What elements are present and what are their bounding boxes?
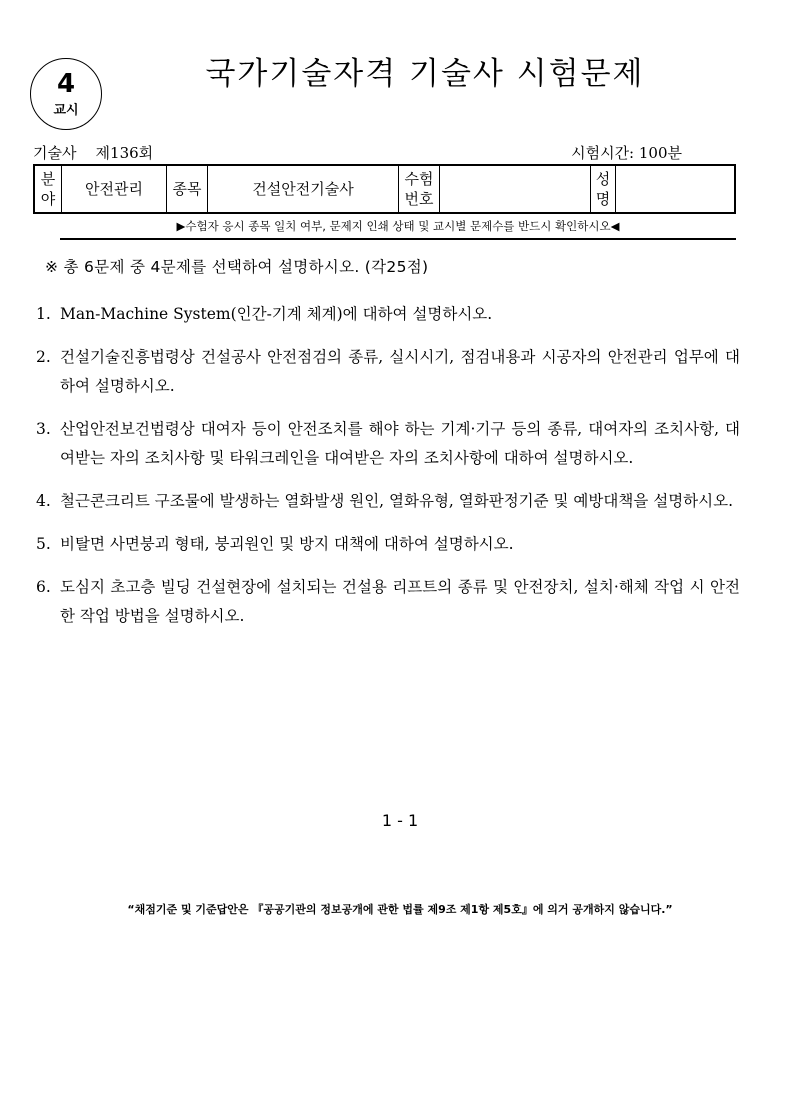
notice-band [60, 216, 736, 240]
question-number: 5. [36, 535, 51, 553]
exam-round: 기술사 제136회 [33, 144, 154, 162]
exam-number-field[interactable] [440, 165, 591, 213]
session-label: 교시 [53, 103, 79, 118]
question-number: 6. [36, 578, 51, 596]
exam-number-label-cell [399, 165, 440, 213]
question-item [36, 343, 740, 401]
name-field[interactable] [616, 165, 736, 213]
question-item [36, 415, 740, 473]
field-label-line-1: 분 [40, 170, 56, 188]
exam-number-label-line-2: 번호 [404, 190, 434, 208]
instruction: ※ 총 6문제 중 4문제를 선택하여 설명하시오. (각25점) [45, 258, 429, 276]
question-list [36, 300, 740, 645]
field-label-line-2: 야 [40, 190, 56, 208]
field-label-cell [34, 165, 62, 213]
question-number: 3. [36, 420, 51, 438]
question-item [36, 530, 740, 559]
check-notice: ▶수험자 응시 종목 일치 여부, 문제지 인쇄 상태 및 교시별 문제수를 반드시 확인하시오◀ [176, 219, 620, 233]
category-value: 건설안전기술사 [208, 165, 399, 213]
exam-info-table [33, 164, 736, 214]
question-item [36, 300, 740, 329]
category-label: 종목 [167, 165, 208, 213]
question-item [36, 573, 740, 631]
exam-number-label-line-1: 수험 [404, 170, 434, 188]
disclosure-footer: “채점기준 및 기준답안은 『공공기관의 정보공개에 관한 법률 제9조 제1항 제5호』에 의거 공개하지 않습니다.” [127, 903, 673, 916]
name-label-line-2: 명 [595, 190, 611, 208]
session-badge [30, 58, 102, 130]
field-value: 안전관리 [62, 165, 167, 213]
page-number: 1 - 1 [381, 811, 419, 830]
page-title: 국가기술자격 기술사 시험문제 [205, 56, 645, 92]
session-number: 4 [56, 69, 76, 99]
question-text: 건설기술진흥법령상 건설공사 안전점검의 종류, 실시시기, 점검내용과 시공자의 안전관리 업무에 대하여 설명하시오. [60, 348, 740, 395]
question-number: 1. [36, 305, 51, 323]
question-text: Man-Machine System(인간-기계 체계)에 대하여 설명하시오. [60, 305, 493, 323]
name-label-line-1: 성 [595, 170, 611, 188]
question-text: 비탈면 사면붕괴 형태, 붕괴원인 및 방지 대책에 대하여 설명하시오. [60, 535, 514, 553]
question-item [36, 487, 740, 516]
question-text: 산업안전보건법령상 대여자 등이 안전조치를 해야 하는 기계·기구 등의 종류, 대여자의 조치사항, 대여받는 자의 조치사항 및 타워크레인을 대여받은 자의 조치사항에 대하여 설명하시오. [60, 420, 740, 467]
name-label-cell [591, 165, 616, 213]
question-text: 철근콘크리트 구조물에 발생하는 열화발생 원인, 열화유형, 열화판정기준 및 예방대책을 설명하시오. [60, 492, 734, 510]
question-text: 도심지 초고층 빌딩 건설현장에 설치되는 건설용 리프트의 종류 및 안전장치, 설치·해체 작업 시 안전한 작업 방법을 설명하시오. [60, 578, 740, 625]
question-number: 2. [36, 348, 51, 366]
question-number: 4. [36, 492, 51, 510]
exam-duration: 시험시간: 100분 [571, 144, 682, 162]
